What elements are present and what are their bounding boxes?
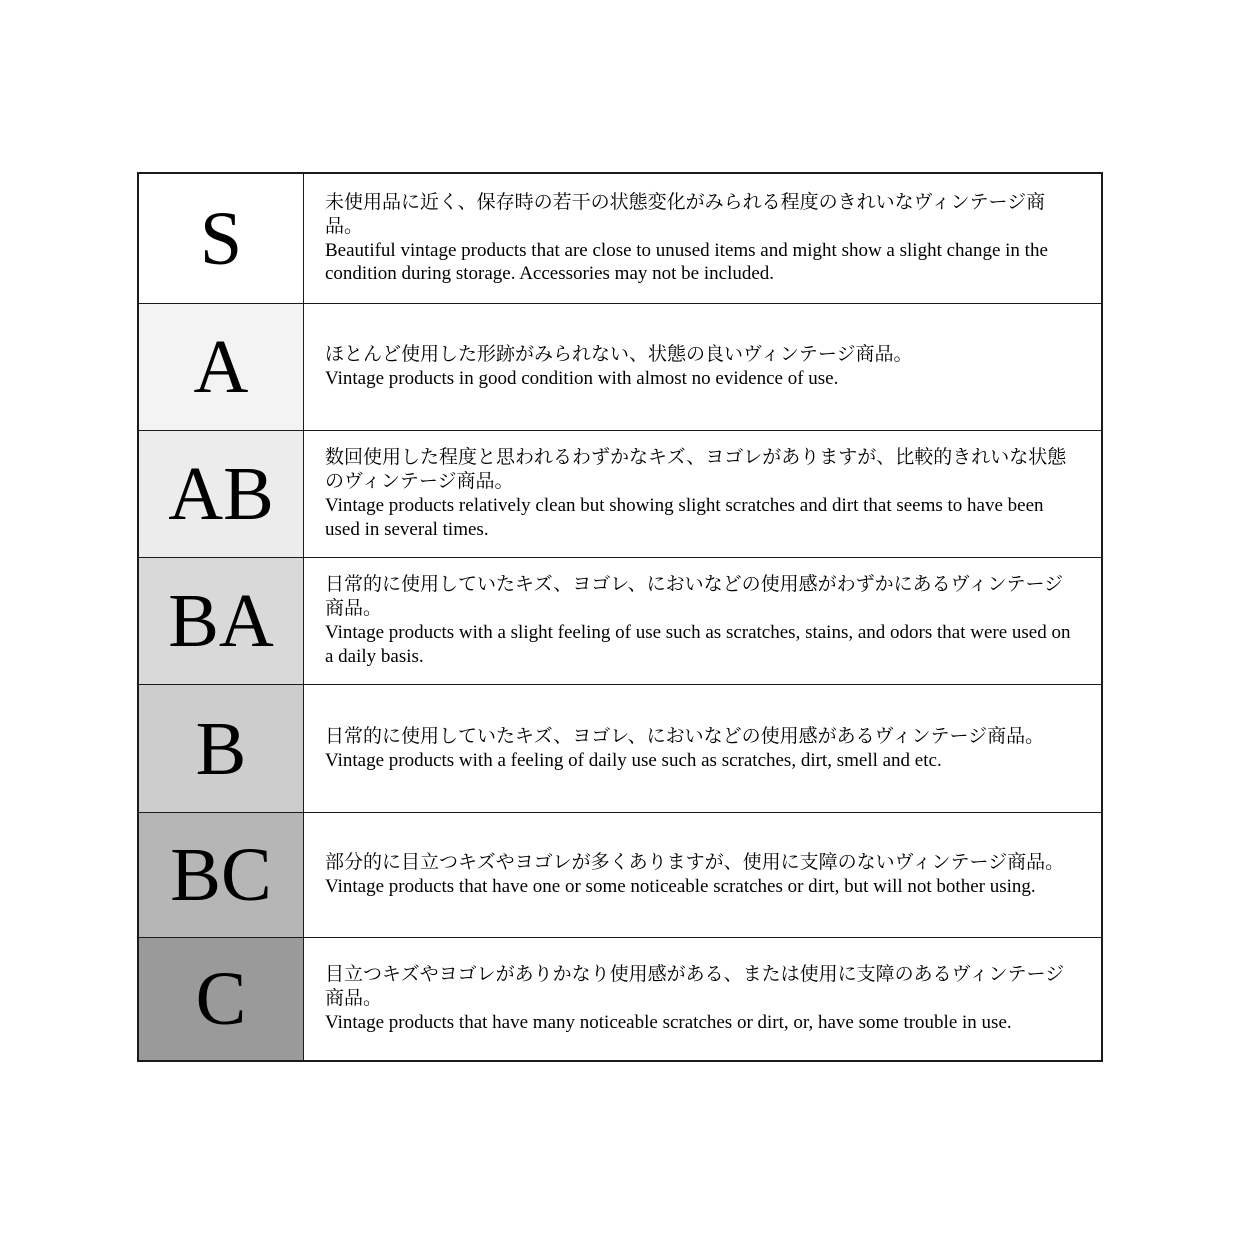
condition-grade-table [137, 172, 1103, 1062]
table-row-bc [139, 812, 1101, 937]
description-japanese: 未使用品に近く、保存時の若干の状態変化がみられる程度のきれいなヴィンテージ商品。 [325, 191, 1046, 237]
description-english: Vintage products that have one or some noticeable scratches or dirt, but will not bother using. [325, 876, 1036, 897]
description-japanese: 日常的に使用していたキズ、ヨゴレ、においなどの使用感がわずかにあるヴィンテージ商品。 [325, 574, 1064, 620]
grade-cell-s [139, 174, 304, 303]
description-japanese: 日常的に使用していたキズ、ヨゴレ、においなどの使用感があるヴィンテージ商品。 [325, 725, 1045, 747]
description-english: Vintage products with a feeling of daily use such as scratches, dirt, smell and etc. [325, 749, 942, 771]
table-row-s [139, 174, 1101, 303]
description-cell [304, 558, 1101, 684]
grade-cell-bc [139, 813, 304, 937]
grade-cell-ab [139, 431, 304, 557]
table-row-ab [139, 430, 1101, 557]
table-row-a [139, 303, 1101, 430]
description-cell [304, 304, 1101, 430]
table-row-b [139, 684, 1101, 812]
description-japanese: 目立つキズやヨゴレがありかなり使用感がある、または使用に支障のあるヴィンテージ商品。 [325, 964, 1065, 1010]
table-row-c [139, 937, 1101, 1060]
grade-cell-c [139, 938, 304, 1060]
description-cell [304, 174, 1101, 303]
description-english: Vintage products with a slight feeling of use such as scratches, stains, and odors that were used on a daily basis. [325, 622, 1071, 667]
grade-label: S [199, 196, 243, 281]
grade-label: C [195, 957, 247, 1041]
description-japanese: ほとんど使用した形跡がみられない、状態の良いヴィンテージ商品。 [325, 344, 913, 366]
grade-cell-a [139, 304, 304, 430]
description-english: Vintage products relatively clean but showing slight scratches and dirt that seems to have been used in several times. [325, 495, 1044, 540]
description-english: Vintage products that have many noticeable scratches or dirt, or, have some trouble in use. [325, 1011, 1012, 1033]
grade-label: AB [168, 452, 274, 536]
grade-label: A [193, 325, 249, 409]
description-cell [304, 431, 1101, 557]
table-row-ba [139, 557, 1101, 684]
grade-label: BC [170, 833, 272, 917]
description-english: Beautiful vintage products that are close to unused items and might show a slight change in the condition during storage. Accessories may not be included. [325, 239, 1048, 285]
grade-cell-ba [139, 558, 304, 684]
description-japanese: 数回使用した程度と思われるわずかなキズ、ヨゴレがありますが、比較的きれいな状態のヴィンテージ商品。 [325, 447, 1067, 493]
grade-cell-b [139, 685, 304, 812]
description-english: Vintage products in good condition with almost no evidence of use. [325, 368, 839, 389]
grade-label: BA [168, 579, 274, 663]
description-cell [304, 813, 1101, 937]
grade-label: B [195, 706, 247, 791]
description-japanese: 部分的に目立つキズやヨゴレが多くありますが、使用に支障のないヴィンテージ商品。 [325, 852, 1065, 874]
description-cell [304, 938, 1101, 1060]
description-cell [304, 685, 1101, 812]
